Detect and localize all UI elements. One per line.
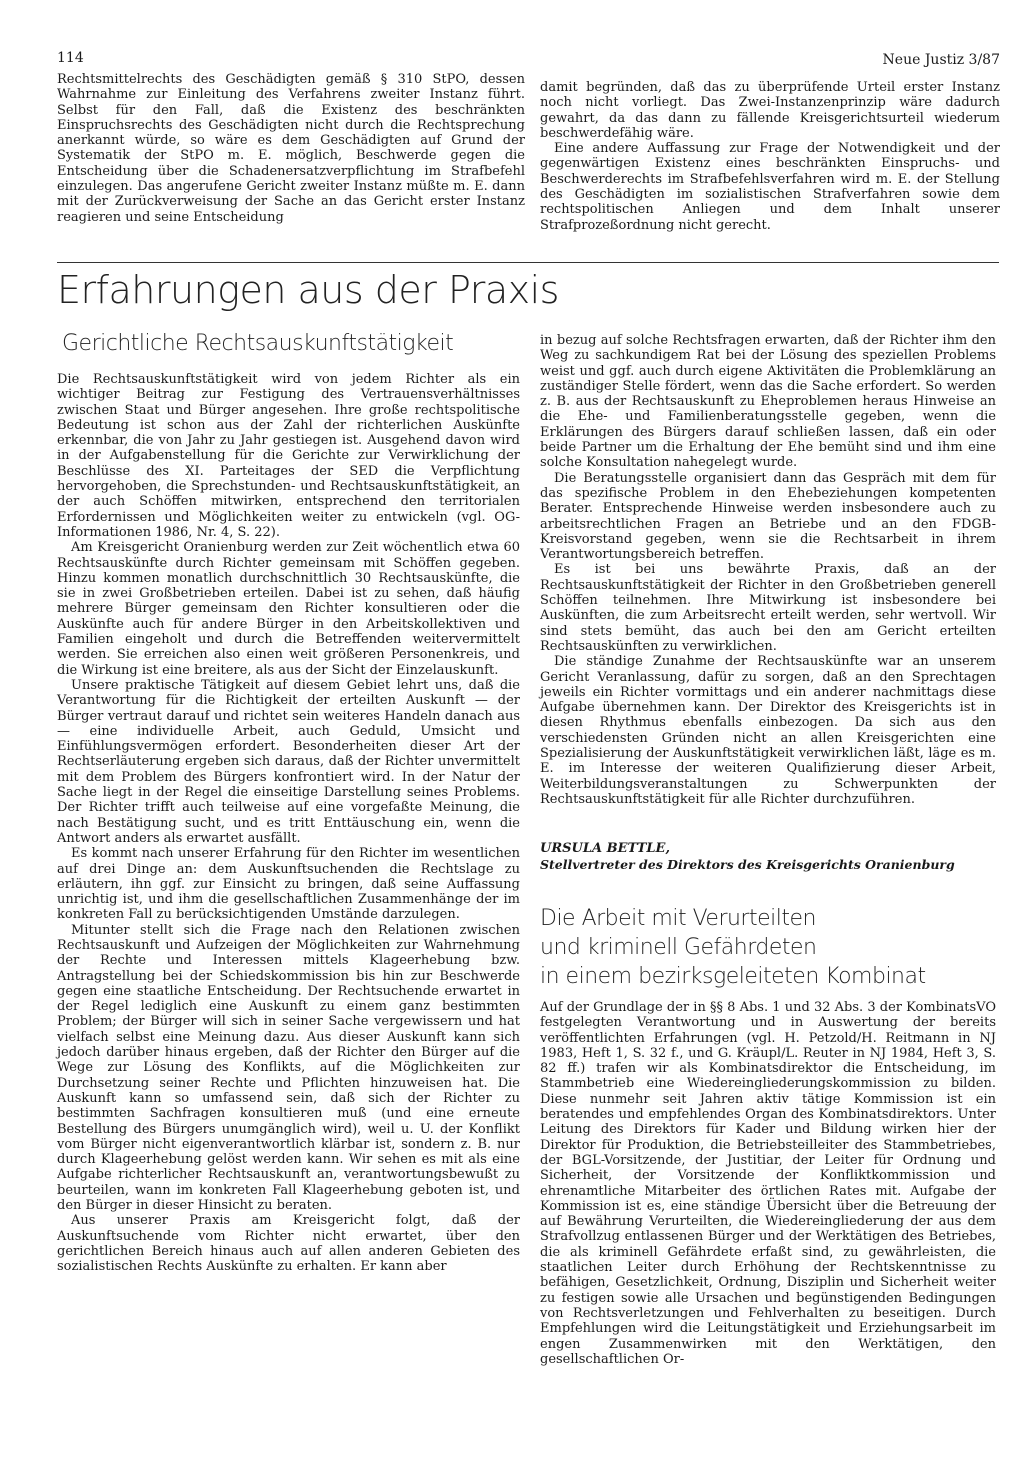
- article2-title-line2: und kriminell Gefährdeten: [540, 935, 817, 960]
- paragraph: Die ständige Zunahme der Rechtsauskünfte war an unserem Gericht Veranlassung, dafür zu sorgen, daß an den Sprechtagen jeweils ein Richter vormittags und ein anderer nachmittags diese Aufgabe übernehmen kann. Der Direktor des Kreisgerichts ist in diesen Rhythmus ebenfalls einbezogen. Da sich aus den verschiedensten Gründen nicht an allen Kreisgerichten eine Spezialisierung der Auskunftstätigkeit verwirklichen läßt, läge es m. E. im Interesse der weiteren Qualifizierung dieser Arbeit, Weiterbildungsveranstaltungen zu Schwerpunkten der Rechtsauskunftstätigkeit für alle Richter durchzuführen.: [540, 654, 996, 807]
- article2-body: [540, 1000, 996, 1367]
- article1-left-column: [57, 372, 520, 1275]
- article2-title: [540, 904, 926, 991]
- section-title: Erfahrungen aus der Praxis: [57, 268, 559, 312]
- top-right-column: [540, 80, 1000, 233]
- paragraph: Rechtsmittelrechts des Geschädigten gemäß § 310 StPO, dessen Wahrnahme zur Einleitung des Verfahrens zweiter Instanz führt. Selbst für den Fall, daß die Existenz des beschränkten Einspruchsrechts des Geschädigten nicht durch die Rechtsprechung anerkannt würde, so wäre es dem Geschädigten auf Grund der Systematik der StPO m. E. möglich, Beschwerde gegen die Entscheidung über die Schadenersatzverpflichtung im Strafbefehl einzulegen. Das angerufene Gericht zweiter Instanz müßte m. E. dann mit der Zurückverweisung der Sache an das Gericht erster Instanz reagieren und seine Entscheidung: [57, 72, 525, 225]
- paragraph: Die Beratungsstelle organisiert dann das Gespräch mit dem für das spezifische Problem in den Ehebeziehungen kompetenten Berater. Entsprechende Hinweise werden insbesondere auch zu arbeitsrechtlichen Fragen an Betriebe und an den FDGB-Kreisvorstand gegeben, wenn sie die Rechtsarbeit in ihrem Verantwortungsbereich betreffen.: [540, 470, 996, 563]
- paragraph: Auf der Grundlage der in §§ 8 Abs. 1 und 32 Abs. 3 der KombinatsVO festgelegten Verantwortung und in Auswertung der bereits veröffentlichten Erfahrungen (vgl. H. Petzold/H. Reitmann in NJ 1983, Heft 1, S. 32 f., und G. Kräupl/L. Reuter in NJ 1984, Heft 3, S. 82 ff.) trafen wir als Kombinatsdirektor die Entscheidung, im Stammbetrieb eine Wiedereingliederungskommission zu bilden. Diese nunmehr seit Jahren aktiv tätige Kommission ist ein beratendes und empfehlendes Organ des Kombinatsdirektors. Unter Leitung des Direktors für Kader und Bildung wirken hier der Direktor für Produktion, die Betriebsteilleiter des Stammbetriebes, der BGL-Vorsitzende, der Justitiar, der Leiter für Ordnung und Sicherheit, der Vorsitzende der Konfliktkommission und ehrenamtliche Mitarbeiter des örtlichen Rates mit. Aufgabe der Kommission ist es, eine ständige Übersicht über die Betreuung der auf Bewährung Verurteilten, die Wiedereingliederung der aus dem Strafvollzug entlassenen Bürger und der Werktätigen des Betriebes, die als kriminell Gefährdete erfaßt sind, zu gewährleisten, die staatlichen Leiter durch Erhöhung der Rechtskenntnisse zu befähigen, Gesetzlichkeit, Ordnung, Disziplin und Sicherheit weiter zu festigen sowie alle Ursachen und begünstigenden Bedingungen von Rechtsverletzungen und Fehlverhalten zu beseitigen. Durch Empfehlungen wird die Leitungstätigkeit und Erziehungsarbeit im engen Zusammenwirken mit den Werktätigen, den gesellschaftlichen Or-: [540, 1000, 996, 1367]
- author-name: URSULA BETTLE,: [540, 841, 670, 856]
- journal-issue: Neue Justiz 3/87: [882, 52, 1000, 68]
- paragraph: Es ist bei uns bewährte Praxis, daß an der Rechtsauskunftstätigkeit der Richter in den Großbetrieben generell Schöffen teilnehmen. Ihre Mitwirkung ist insbesondere bei Auskünften, die zum Arbeitsrecht erteilt werden, sehr wertvoll. Wir sind stets bemüht, das auch bei den am Gericht erteilten Rechtsauskünften zu verwirklichen.: [540, 562, 996, 654]
- paragraph: Aus unserer Praxis am Kreisgericht folgt, daß der Auskunftsuchende vom Richter nicht erwartet, über den gerichtlichen Bereich hinaus auch auf allen anderen Gebieten des sozialistischen Rechts Auskünfte zu erhalten. Er kann aber: [57, 1213, 520, 1275]
- paragraph: Mitunter stellt sich die Frage nach den Relationen zwischen Rechtsauskunft und Aufzeigen der Möglichkeiten zur Wahrnehmung der Rechte und Interessen mittels Klageerhebung bzw. Antragstellung bei der Schiedskommission bis hin zur Beschwerde gegen eine staatliche Entscheidung. Der Rechtsuchende erwartet in der Regel lediglich eine Auskunft zu einem ganz bestimmten Problem; der Bürger will sich in seiner Sache vergewissern und hat vielfach selbst eine Meinung dazu. Aus dieser Auskunft kann sich jedoch darüber hinaus ergeben, daß der Richter den Bürger auf die Wege zur Lösung des Konflikts, auf die Möglichkeiten zur Durchsetzung seiner Rechte und Pflichten hinzuweisen hat. Die Auskunft kann so umfassend sein, daß sich der Richter zu bestimmten Sachfragen konsultieren muß (und eine erneute Bestellung des Bürgers unumgänglich wird), weil u. U. der Konflikt vom Bürger nicht eigenverantwortlich klärbar ist, sondern z. B. nur durch Klageerhebung gelöst werden kann. Wir sehen es mit als eine Aufgabe richterlicher Rechtsauskunft an, verantwortungsbewußt zu beurteilen, wann im konkreten Fall Klageerhebung geboten ist, und den Bürger in dieser Hinsicht zu beraten.: [57, 922, 520, 1214]
- paragraph: Am Kreisgericht Oranienburg werden zur Zeit wöchentlich etwa 60 Rechtsauskünfte durch Richter gemeinsam mit Schöffen gegeben. Hinzu kommen monatlich durchschnittlich 30 Rechtsauskünfte, die sie in zwei Großbetrieben erteilen. Dabei ist zu sehen, daß häufig mehrere Bürger gemeinsam den Richter konsultieren oder die Auskünfte auch für andere Bürger in den Arbeitskollektiven und Familien eingeholt und durch die Betreffenden weitervermittelt werden. Sie erreichen also einen weit größeren Personenkreis, und die Wirkung ist eine breitere, als aus der Sicht der Einzelauskunft.: [57, 540, 520, 678]
- paragraph: in bezug auf solche Rechtsfragen erwarten, daß der Richter ihm den Weg zu sachkundigem Rat bei der Lösung des speziellen Problems weist und ggf. auch durch eigene Aktivitäten die Problemklärung an zuständiger Stelle fördert, wenn das die Sache erfordert. So werden z. B. aus der Rechtsauskunft zu Eheproblemen heraus Hinweise an die Ehe- und Familienberatungsstelle gegeben, wenn die Erklärungen des Bürgers darauf schließen lassen, daß ein oder beide Partner um die Erhaltung der Ehe bemüht sind und ihm eine solche Konsultation nahegelegt wurde.: [540, 333, 996, 471]
- article2-title-line3: in einem bezirksgeleiteten Kombinat: [540, 964, 926, 989]
- article2-title-line1: Die Arbeit mit Verurteilten: [540, 906, 816, 931]
- section-divider: [57, 262, 999, 263]
- paragraph: Es kommt nach unserer Erfahrung für den Richter im wesentlichen auf drei Dinge an: dem Auskunftsuchenden die Rechtslage zu erläutern, ihn ggf. zur Einsicht zu bringen, daß seine Auffassung unrichtig ist, und ihm die gesellschaftlichen Zusammenhänge der im konkreten Fall zu berücksichtigenden Umstände darzulegen.: [57, 846, 520, 923]
- paragraph: Die Rechtsauskunftstätigkeit wird von jedem Richter als ein wichtiger Beitrag zur Festigung des Vertrauensverhältnisses zwischen Staat und Bürger angesehen. Ihre große rechtspolitische Bedeutung ist schon aus der Zahl der richterlichen Auskünfte erkennbar, die von Jahr zu Jahr gestiegen ist. Ausgehend davon wird in der Aufgabenstellung für die Gerichte zur Verwirklichung der Beschlüsse des XI. Parteitages der SED die Verpflichtung hervorgehoben, die Sprechstunden- und Rechtsauskunftstätigkeit, an der auch Schöffen mitwirken, entsprechend den territorialen Erfordernissen und Möglichkeiten weiter zu entwickeln (vgl. OG-Informationen 1986, Nr. 4, S. 22).: [57, 372, 520, 540]
- paragraph: damit begründen, daß das zu überprüfende Urteil erster Instanz noch nicht vorliegt. Das Zwei-Instanzenprinzip wäre dadurch gewahrt, da das dann zu fällende Kreisgerichtsurteil wiederum beschwerdefähig wäre.: [540, 80, 1000, 141]
- paragraph: Unsere praktische Tätigkeit auf diesem Gebiet lehrt uns, daß die Verantwortung für die Richtigkeit der erteilten Auskunft — der Bürger vertraut darauf und richtet sein weiteres Handeln danach aus — eine individuelle Arbeit, auch Geduld, Umsicht und Einfühlungsvermögen erfordert. Besonderheiten dieser Art der Rechtserläuterung ergeben sich daraus, daß der Richter unvermittelt mit dem Problem des Bürgers konfrontiert wird. In der Natur der Sache liegt in der Regel die einseitige Darstellung seines Problems. Der Richter trifft auch teilweise auf eine vorgefaßte Meinung, die nach Bestätigung sucht, und es tritt Enttäuschung ein, wenn die Antwort anders als erwartet ausfällt.: [57, 677, 520, 846]
- article1-right-column: [540, 333, 996, 807]
- author-role: Stellvertreter des Direktors des Kreisgerichts Oranienburg: [540, 857, 955, 872]
- paragraph: Eine andere Auffassung zur Frage der Notwendigkeit und der gegenwärtigen Existenz eines beschränkten Einspruchs- und Beschwerderechts im Strafbefehlsverfahren wird m. E. der Stellung des Geschädigten im sozialistischen Strafverfahren sowie dem rechtspolitischen Anliegen und dem Inhalt unserer Strafprozeßordnung nicht gerecht.: [540, 141, 1000, 233]
- page-number: 114: [57, 50, 84, 66]
- article1-title: Gerichtliche Rechtsauskunftstätigkeit: [62, 331, 454, 356]
- top-left-column: [57, 72, 525, 225]
